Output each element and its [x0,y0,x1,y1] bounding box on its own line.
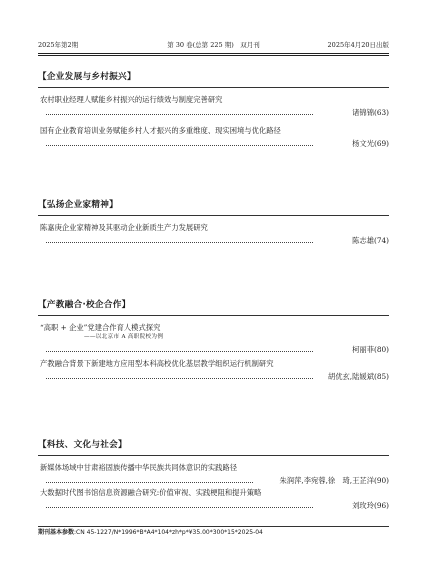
volume-label: 第 30 卷(总第 225 期) 双月刊 [167,41,260,49]
footer-rule [38,526,389,527]
author-line [38,500,389,512]
author-line [38,235,389,247]
article-title[interactable]: “高职 + 企业”党建合作育人模式探究 [40,323,161,332]
toc-entry[interactable] [38,462,389,487]
toc-entry[interactable] [38,358,389,383]
article-title[interactable]: 国有企业教育培训业务赋能乡村人才振兴的多重维度、现实困境与优化路径 [40,126,281,135]
toc-section-industry-education [38,298,389,383]
section-title: 【弘扬企业家精神】 [38,200,119,210]
running-header [38,38,389,52]
toc-entry[interactable] [38,322,389,356]
parameters-value: :CN 45-1227/N*1996*B*A4*104*zh*p*¥35.00*300*15*2025-04 [74,529,263,536]
toc-entry[interactable] [38,94,389,119]
article-title[interactable]: 新媒体场域中甘肃裕固族传播中华民族共同体意识的实践路径 [40,463,238,472]
parameters-label: 期刊基本参数 [38,529,75,536]
section-rule [38,87,389,88]
article-author-page: 杨文光(69) [352,139,389,148]
section-title: 【科技、文化与社会】 [38,440,127,450]
header-rule-bold [38,55,389,56]
article-title[interactable]: 陈嘉庚企业家精神及其驱动企业新质生产力发展研究 [40,223,208,232]
dot-leader [46,482,253,483]
dot-leader [46,507,313,508]
section-title: 【企业发展与乡村振兴】 [38,72,136,82]
toc-section-entrepreneurship [38,198,389,247]
article-title[interactable]: 大数据时代图书馆信息资源融合研究:价值审视、实践梗阻和提升策略 [40,488,262,497]
toc-entry[interactable] [38,487,389,512]
author-line [38,475,389,487]
toc-section-tech-culture [38,438,389,512]
article-title[interactable]: 农村职业经理人赋能乡村振兴的运行绩效与制度完善研究 [40,95,223,104]
dot-leader [46,114,313,115]
section-title: 【产教融合·校企合作】 [38,300,131,310]
author-line [38,371,389,383]
article-author-page: 朱润萍,李宛蓉,徐 琦,王芷洋(90) [279,476,389,485]
toc-entry[interactable] [38,222,389,247]
article-author-page: 刘玫玲(96) [352,501,389,510]
article-subtitle: ——以北京市 A 高职院校为例 [84,334,164,340]
author-line [38,344,389,356]
article-author-page: 胡优玄,陆媛斌(85) [327,372,389,381]
issue-label: 2025年第2期 [38,41,79,49]
section-rule [38,455,389,456]
toc-section-rural-revitalization [38,70,389,150]
section-rule [38,315,389,316]
section-rule [38,215,389,216]
dot-leader [46,378,313,379]
header-rule [38,53,389,54]
publish-date: 2025年4月20日出版 [327,41,389,49]
article-author-page: 柯丽菲(80) [352,345,389,354]
dot-leader [46,145,313,146]
article-title[interactable]: 产教融合背景下新建地方应用型本科高校优化基层教学组织运行机制研究 [40,359,274,368]
toc-entry[interactable] [38,125,389,150]
author-line [38,138,389,150]
author-line [38,107,389,119]
dot-leader [46,351,313,352]
journal-parameters [38,528,263,538]
dot-leader [46,242,313,243]
article-author-page: 诸锦锦(63) [352,108,389,117]
article-author-page: 陈志雄(74) [352,236,389,245]
